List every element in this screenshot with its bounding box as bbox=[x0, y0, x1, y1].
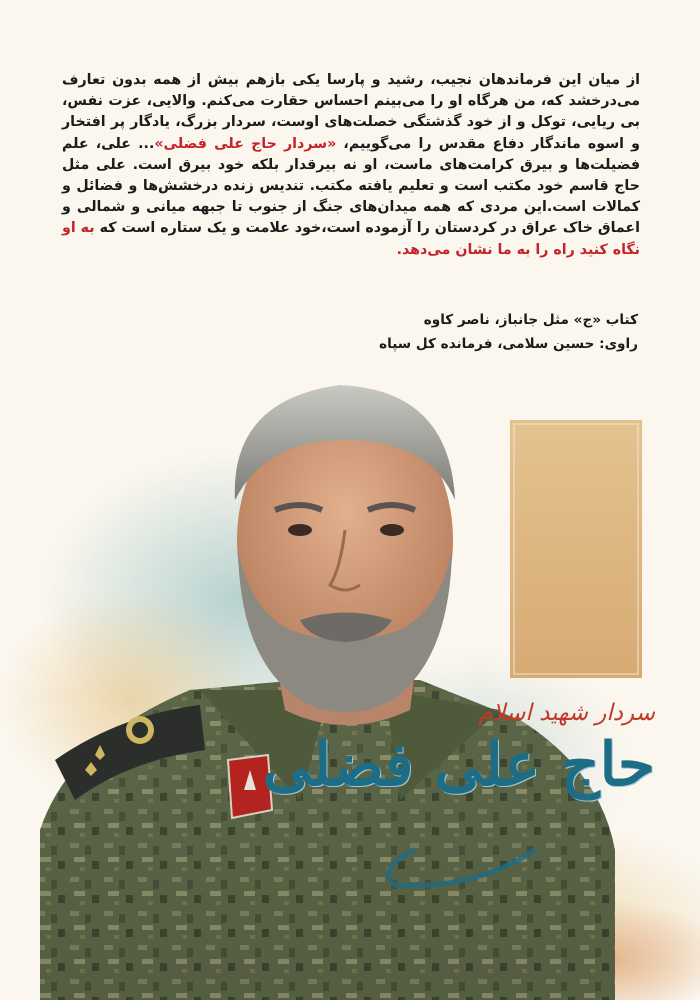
quote-name-highlight: «سردار حاج علی فضلی» bbox=[154, 135, 337, 152]
quote-text-before: از میان این فرماندهان نجیب، رشید و پارسا یکی بازهم بیش از همه بدون تعارف می‌درخشد که، من هرگاه او را می‌بینم احساس حقارت می‌کنم. والایی، عزت نفس، بی ریایی، توکل و از خود گذشتگی خصلت‌های اوست، سردار بزرگ، یادگار پر افتخار و اسوه ماندگار دفاع مقدس را می‌گوییم، bbox=[62, 72, 640, 152]
calligraphy-inscription bbox=[510, 420, 642, 678]
quote-closing-highlight: به او نگاه کنید راه را به ما نشان می‌دهد. bbox=[62, 220, 640, 258]
title-subtitle: سردار شهید اسلام bbox=[478, 700, 655, 726]
book-credit: کتاب «ج» مثل جانباز، ناصر کاوه bbox=[423, 312, 638, 328]
calligraphy-panel bbox=[510, 420, 642, 678]
title-block bbox=[262, 700, 675, 890]
quote-paragraph bbox=[62, 70, 640, 261]
quote-text-middle: ... علی، علم فضیلت‌ها و بیرق کرامت‌های ماست، او نه بیرقدار بلکه خود بیرق است. علی مثل حاج قاسم خود مکتب است و تعلیم یافته مکتب. تندیس زنده درخشش‌ها و فضائل و کمالات است.این مردی که همه میدان‌های جنگ از جنوب تا جبهه میانی و شمالی و اعماق خاک عراق در کردستان را آزموده است،خود علامت و یک ستاره است که bbox=[62, 135, 640, 237]
narrator-credit: راوی: حسین سلامی، فرمانده کل سپاه bbox=[379, 336, 638, 352]
title-name: حاج علی فضلی bbox=[262, 730, 655, 800]
